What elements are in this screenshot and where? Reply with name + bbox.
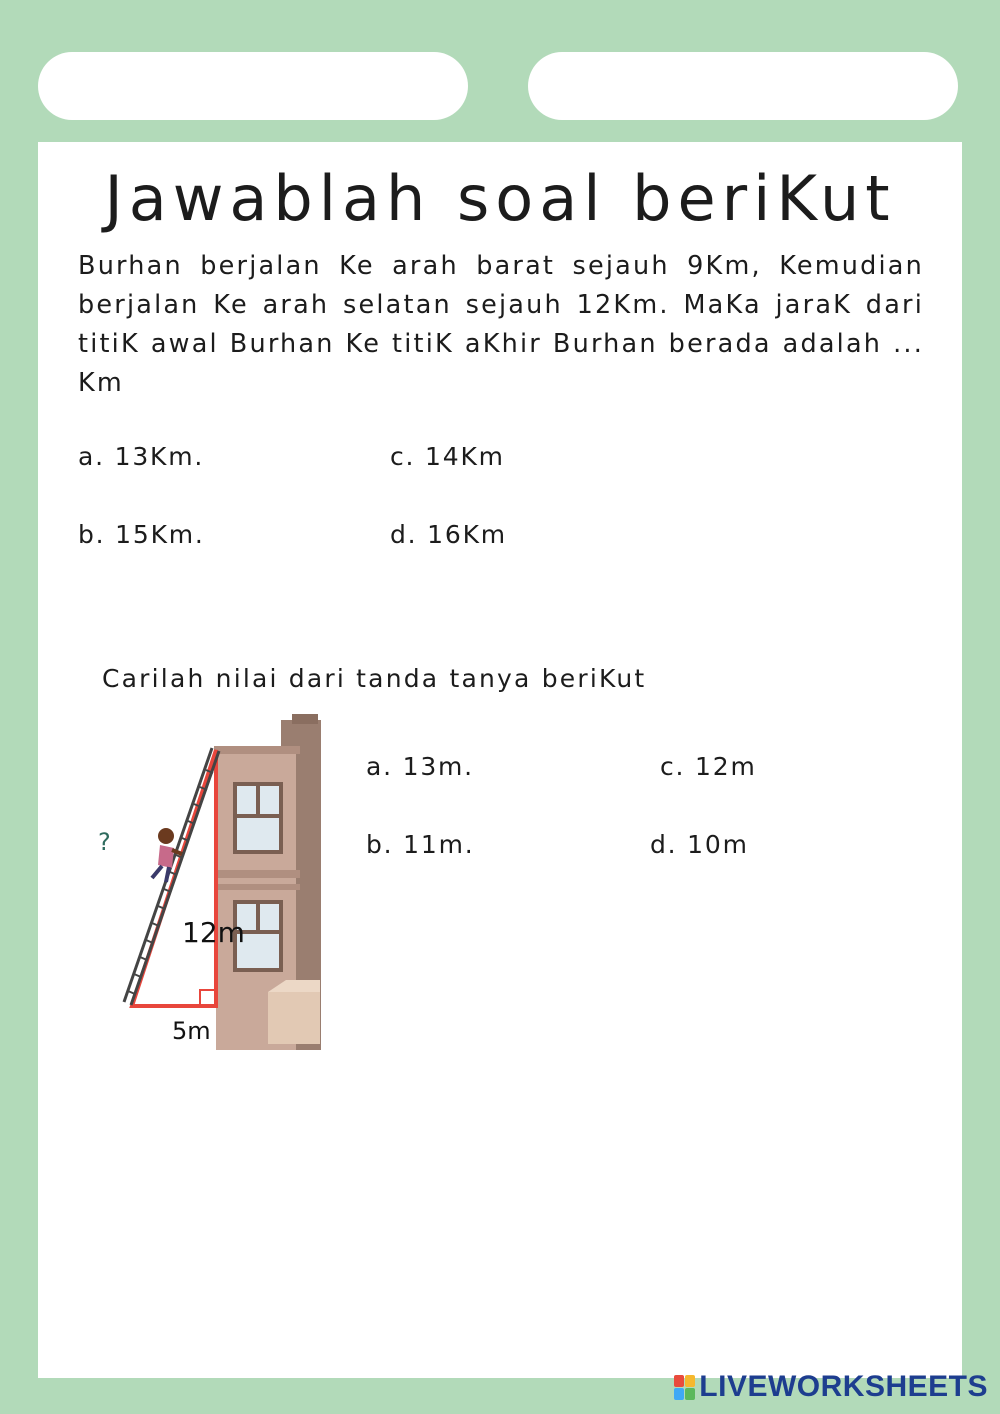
q1-option-b[interactable]: b. 15Km.: [78, 520, 205, 549]
footer-brand: LIVEWORKSHEETS: [699, 1370, 988, 1403]
unknown-label: ?: [98, 828, 111, 856]
liveworksheets-logo-icon: [674, 1375, 695, 1400]
q2-option-b[interactable]: b. 11m.: [366, 830, 475, 859]
box: [268, 992, 320, 1044]
ladder-building-illustration: [76, 702, 326, 1052]
class-field[interactable]: [528, 52, 958, 120]
q2-option-a[interactable]: a. 13m.: [366, 752, 474, 781]
name-field[interactable]: [38, 52, 468, 120]
right-angle-marker: [200, 990, 216, 1006]
question-1-text: Burhan berjalan Ke arah barat sejauh 9Km, Kemudian berjalan Ke arah selatan sejauh 12Km. MaKa jaraK dari titiK awal Burhan Ke titiK aKhir Burhan berada adalah ... Km: [78, 251, 924, 398]
q1-option-a[interactable]: a. 13Km.: [78, 442, 205, 471]
question-2-text: Carilah nilai dari tanda tanya beriKut: [102, 664, 647, 693]
ladder-figure: [76, 702, 326, 1052]
q1-option-c[interactable]: c. 14Km: [390, 442, 505, 471]
q1-option-d[interactable]: d. 16Km: [390, 520, 507, 549]
q2-option-d[interactable]: d. 10m: [650, 830, 749, 859]
worksheet-page: [38, 142, 962, 1378]
footer-logo: [674, 1370, 988, 1404]
base-label: 5m: [172, 1017, 211, 1045]
q2-option-c[interactable]: c. 12m: [660, 752, 757, 781]
height-label: 12m: [182, 916, 245, 949]
page-title: Jawablah soal beriKut: [104, 162, 896, 235]
